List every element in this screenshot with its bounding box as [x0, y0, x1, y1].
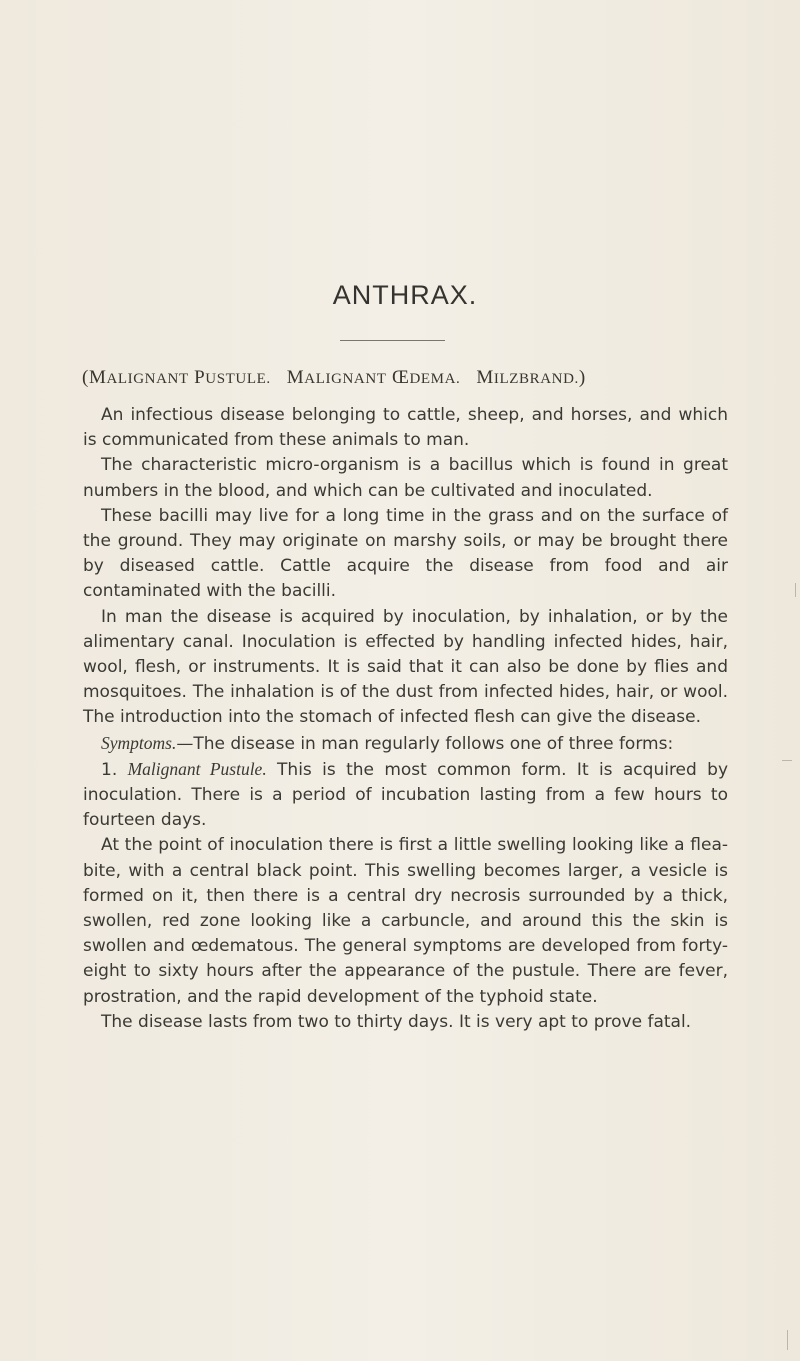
subtitle-word: DEMA. [409, 371, 461, 387]
body-text [83, 403, 728, 1035]
paragraph-organism: The characteristic micro-organism is a bacillus which is found in great numbers in the blood, and which can be cultivated and inoculated. [83, 455, 728, 501]
paragraph-symptoms [83, 731, 728, 757]
subtitle-synonyms [82, 367, 586, 389]
paragraph-malignant-pustule [83, 757, 728, 834]
title-divider [340, 340, 445, 341]
paragraph-bacilli-origin: These bacilli may live for a long time in the grass and on the surface of the ground. They may originate on marshy soils, or may be brought there by diseased cattle. Cattle acquire the disease from food and air contaminated with the bacilli. [83, 505, 728, 602]
list-number: 1. [101, 759, 118, 780]
paragraph-transmission: In man the disease is acquired by inoculation, by inhalation, or by the alimentary canal. Inoculation is effected by handling infected hides, hair, wool, flesh, or instruments. It is said that it can also be done by flies and mosquitoes. The inhalation is of the dust from infected hides, hair, or wool. The introduction into the stomach of infected flesh can give the disease. [83, 606, 728, 728]
paragraph-duration: The disease lasts from two to thirty days. It is very apt to prove fatal. [101, 1011, 692, 1032]
subtitle-word: ILZBRAND. [493, 371, 579, 387]
subtitle-initial: P [194, 367, 206, 388]
malignant-pustule-heading: Malignant Pustule. [127, 758, 267, 779]
symptoms-heading: Symptoms. [101, 732, 177, 753]
page-edge-mark [782, 760, 792, 761]
symptoms-text: —The disease in man regularly follows one of three forms: [176, 733, 674, 754]
paragraph-definition: An infectious disease belonging to cattle, sheep, and horses, and which is communicated from these animals to man. [83, 405, 728, 451]
subtitle-initial: Œ [391, 367, 410, 388]
page-edge-mark [787, 1330, 788, 1350]
page-edge-mark [795, 583, 796, 597]
subtitle-close-paren: ) [578, 367, 586, 388]
subtitle-word: ALIGNANT [106, 371, 189, 387]
malignant-pustule-text: This is the most common form. It is acquired by inoculation. There is a period of incubation lasting from a few hours to fourteen days. [83, 759, 729, 831]
subtitle-initial: M [286, 367, 305, 388]
subtitle-word: USTULE. [205, 371, 271, 387]
subtitle-word: ALIGNANT [304, 371, 387, 387]
paragraph-pustule-progression: At the point of inoculation there is first a little swelling looking like a flea-bite, with a central black point. This swelling becomes larger, a vesicle is formed on it, then there is a central dry necrosis surrounded by a thick, swollen, red zone looking like a carbuncle, and around this the skin is swollen and œdematous. The general symptoms are developed from forty-eight to sixty hours after the appearance of the pustule. There are fever, prostration, and the rapid development of the typhoid state. [83, 835, 728, 1007]
subtitle-open-paren: ( [82, 367, 89, 388]
subtitle-initial: M [88, 367, 107, 388]
page-title: ANTHRAX. [332, 280, 478, 310]
subtitle-initial: M [476, 367, 494, 388]
